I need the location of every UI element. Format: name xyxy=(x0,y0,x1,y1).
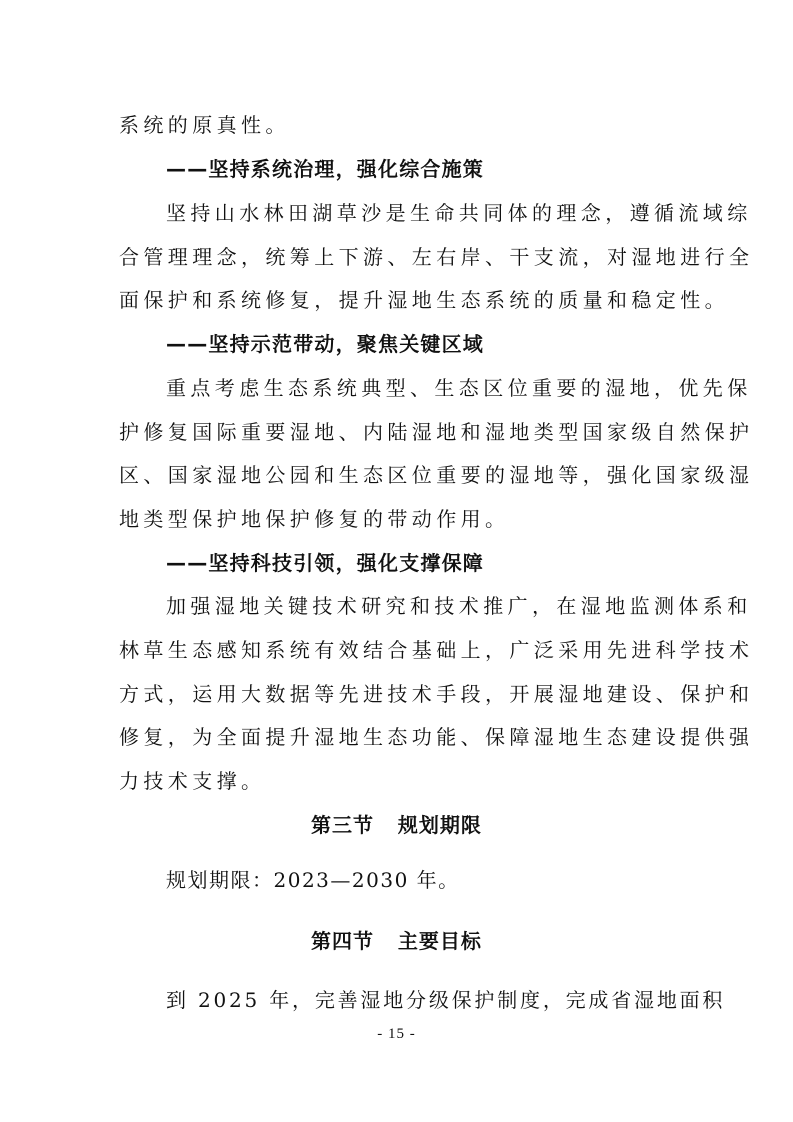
paragraph-line: 重点考虑生态系统典型、生态区位重要的湿地，优先保 xyxy=(166,376,752,400)
section-heading: 第三节 规划期限 xyxy=(311,813,482,837)
paragraph-line: 地类型保护地保护修复的带动作用。 xyxy=(119,507,510,531)
paragraph-line: 力技术支撑。 xyxy=(119,769,266,793)
principle-heading: ——坚持科技引领，强化支撑保障 xyxy=(166,551,484,575)
paragraph-line: 林草生态感知系统有效结合基础上，广泛采用先进科学技术 xyxy=(119,638,754,662)
paragraph-line: 面保护和系统修复，提升湿地生态系统的质量和稳定性。 xyxy=(119,288,729,312)
paragraph-line: 规划期限：2023—2030 年。 xyxy=(166,868,460,892)
principle-heading: ——坚持示范带动，聚焦关键区域 xyxy=(166,332,484,356)
paragraph-line: 区、国家湿地公园和生态区位重要的湿地等，强化国家级湿 xyxy=(119,463,754,487)
paragraph-line: 护修复国际重要湿地、内陆湿地和湿地类型国家级自然保护 xyxy=(119,420,754,444)
paragraph-line: 修复，为全面提升湿地生态功能、保障湿地生态建设提供强 xyxy=(119,725,754,749)
paragraph-line: 系统的原真性。 xyxy=(119,113,290,137)
paragraph-line: 坚持山水林田湖草沙是生命共同体的理念，遵循流域综 xyxy=(166,201,752,225)
paragraph-line: 到 2025 年，完善湿地分级保护制度，完成省湿地面积 xyxy=(166,988,726,1012)
paragraph-line: 合管理理念，统筹上下游、左右岸、干支流，对湿地进行全 xyxy=(119,245,754,269)
section-heading: 第四节 主要目标 xyxy=(311,929,482,953)
principle-heading: ——坚持系统治理，强化综合施策 xyxy=(166,157,484,181)
paragraph-line: 方式，运用大数据等先进技术手段，开展湿地建设、保护和 xyxy=(119,682,754,706)
paragraph-line: 加强湿地关键技术研究和技术推广，在湿地监测体系和 xyxy=(166,594,752,618)
page-number: - 15 - xyxy=(377,1026,416,1042)
